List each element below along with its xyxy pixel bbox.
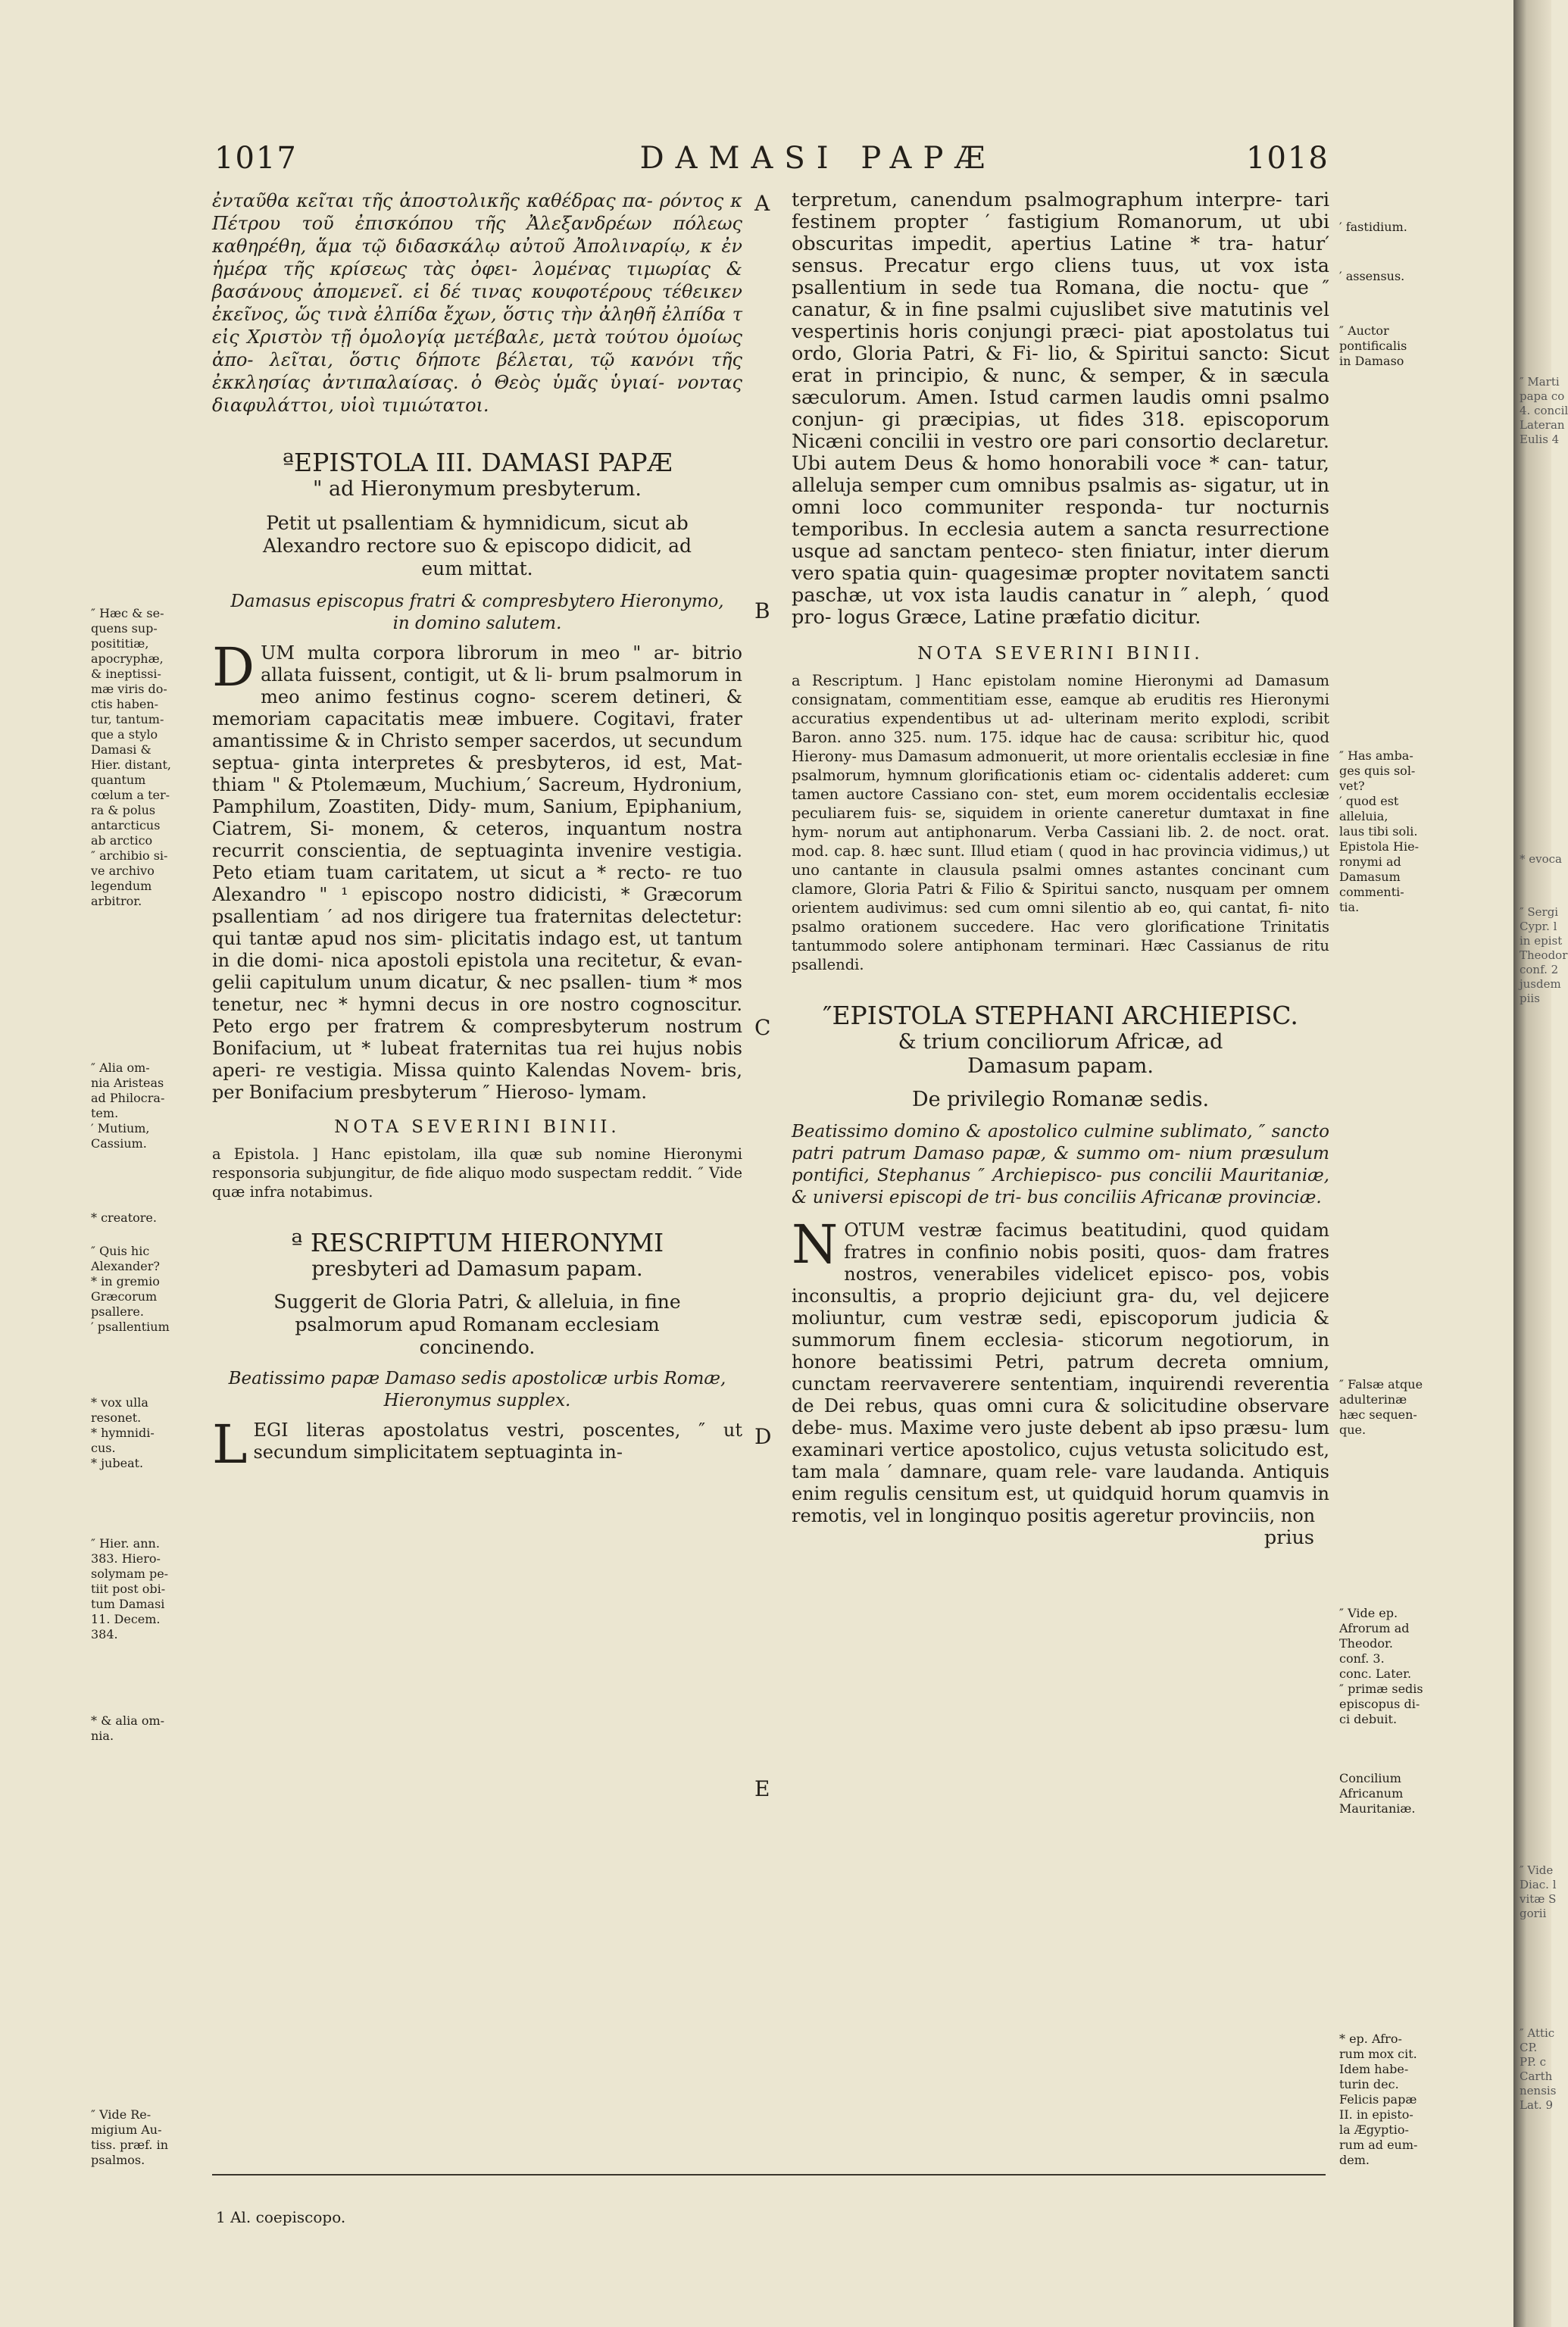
- margin-note: * creatore.: [91, 1210, 157, 1225]
- margin-note: * vox ulla resonet. * hymnidi- cus. * jubeat.: [91, 1395, 155, 1470]
- section-letter-a: A: [754, 191, 770, 216]
- margin-note: * & alia om- nia.: [91, 1713, 165, 1743]
- epistola-stephani-salutation: Beatissimo domino & apostolico culmine sublimato, ″ sancto patri patrum Damaso papæ, & summo om- nium præsulum pontifici, Stephanus ″ Archiepisco- pus concilii Mauritaniæ, & universi episcopi de tri- bus conciliis Africanæ provinciæ.: [792, 1122, 1329, 1207]
- epistola-iii-title: ªEPISTOLA III. DAMASI PAPÆ: [282, 448, 673, 477]
- margin-note: ″ Quis hic Alexander? * in gremio Græcorum psallere. ′ psallentium: [91, 1244, 170, 1334]
- margin-note: ″ Has amba- ges quis sol- vet? ′ quod est alleluia, laus tibi soli. Epistola Hie- ronymi ad Damasum commenti- tia.: [1339, 748, 1419, 914]
- footnote: 1 Al. coepiscopo.: [216, 2208, 346, 2226]
- rescriptum-summary: Suggerit de Gloria Patri, & alleluia, in fine psalmorum apud Romanam ecclesiam concinendo.: [273, 1291, 681, 1358]
- left-column: [212, 189, 742, 1476]
- section-letter-c: C: [754, 1015, 771, 1040]
- rescriptum-title: ª RESCRIPTUM HIERONYMI: [290, 1228, 664, 1257]
- drop-cap: N: [792, 1213, 839, 1276]
- margin-note: ″ Auctor pontificalis in Damaso: [1339, 323, 1407, 368]
- adjacent-margin-note: ″ Vide Diac. l vitæ S gorii: [1520, 1863, 1557, 1920]
- epistola-iii-subtitle: " ad Hieronymum presbyterum.: [313, 477, 642, 501]
- footnote-rule: [212, 2174, 1326, 2176]
- rescriptum-subtitle: presbyteri ad Damasum papam.: [311, 1257, 643, 1281]
- section-letter-d: D: [754, 1424, 772, 1449]
- rescriptum-salutation: Beatissimo papæ Damaso sedis apostolicæ urbis Romæ, Hieronymus supplex.: [228, 1369, 726, 1410]
- epistola-iii-salutation: Damasus episcopus fratri & compresbytero Hieronymo, in domino salutem.: [230, 592, 724, 633]
- running-title: DAMASI PAPÆ: [639, 141, 997, 176]
- catchword: prius: [1263, 1526, 1314, 1549]
- epistola-stephani-title: ″EPISTOLA STEPHANI ARCHIEPISC.: [823, 1001, 1298, 1030]
- nota-binii-text: a Epistola. ] Hanc epistolam, illa quæ sub nomine Hieronymi responsoria subjungitur, de fide aliquo modo suspectam reddit. ″ Vide quæ infra notabimus.: [212, 1145, 742, 1201]
- margin-note: Concilium Africanum Mauritaniæ.: [1339, 1771, 1416, 1816]
- margin-note: * ep. Afro- rum mox cit. Idem habe- turin dec. Felicis papæ II. in episto- la Ægyptio- rum ad eum- dem.: [1339, 2032, 1418, 2167]
- epistola-iii-summary: Petit ut psallentiam & hymnidicum, sicut ab Alexandro rectore suo & episcopo didicit, ad eum mittat.: [262, 512, 692, 579]
- margin-note: ″ Falsæ atque adulterinæ hæc sequen- que.: [1339, 1377, 1423, 1437]
- margin-note: ′ fastidium.: [1339, 220, 1407, 234]
- drop-cap: L: [212, 1413, 248, 1476]
- nota-binii-heading: NOTA SEVERINI BINII.: [334, 1117, 620, 1137]
- adjacent-margin-note: ″ Attic CP. PP. c Carth nensis Lat. 9: [1520, 2026, 1557, 2112]
- margin-note: ′ assensus.: [1339, 269, 1405, 283]
- nota-binii-text: a Rescriptum. ] Hanc epistolam nomine Hieronymi ad Damasum consignatam, commentitiam esse, eamque ab eruditis res Hieronymi accuratius expendentibus ut ad- ulterinam merito explodi, scribit Baron. anno 325. num. 175. idque hac de causa: scribitur hic, quod Hierony- mus Damasum admonuerit, ut more orientalis ecclesiæ in fine psalmorum, hymnum glorificationis etiam oc- cidentalis adderet: cum tamen auctore Cassiano con- stet, eum morem occidentalis ecclesiæ peculiarem fuis- se, siquidem in oriente caneretur dumtaxat in fine hym- norum aut antiphonarum. Verba Cassiani lib. 2. de noct. orat. mod. cap. 8. hæc sunt. Illud etiam ( quod in hac provincia vidimus,) ut uno cantante in clausula psalmi omnes astantes concinant cum clamore, Gloria Patri & Filio & Spiritui sancto, nusquam per omnem orientem audivimus: sed cum omni silentio ab eo, qui cantat, fi- nito psalmo orationem succedere. Hac vero glorificatione Trinitatis tantummodo solere antiphonam terminari. Hæc Cassianus de ritu psallendi.: [792, 672, 1329, 973]
- margin-note: ″ Hier. ann. 383. Hiero- solymam pe- tiit post obi- tum Damasi 11. Decem. 384.: [91, 1536, 169, 1641]
- margin-note: ″ Alia om- nia Aristeas ad Philocra- tem. ′ Mutium, Cassium.: [91, 1060, 165, 1151]
- page-number-left: 1017: [214, 141, 298, 176]
- margin-note: ″ Vide Re- migium Au- tiss. præf. in psalmos.: [91, 2107, 169, 2167]
- margin-note: ″ Hæc & se- quens sup- posititiæ, apocryphæ, & ineptissi- mæ viris do- ctis haben- tur, tantum- que a stylo Damasi & Hier. distant, quantum cœlum a ter- ra & polus antarcticus ab arctico ″ archibio si- ve archivo legendum arbitror.: [91, 606, 171, 908]
- rescriptum-text-continued: terpretum, canendum psalmographum interpre- tari festinem propter ′ fastigium Romanorum, ut ubi obscuritas impedit, apertius Latine * tra- hatur′ sensus. Precatur ergo cliens tuus, ut vox ista psallentium in sede tua Romana, die noctu- que ″ canatur, & in fine psalmi cujuslibet sive matutinis vel vespertinis horis conjungi præci- piat apostolatus tui ordo, Gloria Patri, & Fi- lio, & Spiritui sancto: Sicut erat in principio, & nunc, & semper, & in sæcula sæculorum. Amen. Istud carmen laudis omni psalmo conjun- gi præcipias, ut fides 318. episcoporum Nicæni concilii in vestro ore pari consortio declaretur. Ubi autem Deus & homo honorabili voce * can- tatur, alleluja semper cum omnibus psalmis as- sigatur, ut in omni loco communiter responda- tur nocturnis temporibus. In ecclesia autem a sancta resurrectione usque ad sanctam penteco- sten finiatur, inter dierum vero spatia quin- quagesimæ propter novitatem sancti paschæ, ut vox ista laudis canatur in ″ aleph, ′ quod pro- logus Græce, Latine præfatio dicitur.: [792, 189, 1329, 629]
- nota-binii-heading: NOTA SEVERINI BINII.: [917, 644, 1204, 664]
- section-letter-e: E: [754, 1776, 770, 1801]
- rescriptum-text: EGI literas apostolatus vestri, poscentes, ″ ut secundum simplicitatem septuaginta in-: [253, 1420, 742, 1463]
- epistola-iii-text: UM multa corpora librorum in meo " ar- bitrio allata fuissent, contigit, ut & li- brum psalmorum in meo animo festinus cogno- scerem detineri, & memoriam capacitatis meæ imbuere. Cogitavi, frater amantissime & in Christo semper sacerdos, ut secundum septua- ginta interpretes & presbyteros, id est, Mat- thiam " & Ptolemæum, Muchium,′ Sacreum, Hydronium, Pamphilum, Zoastiten, Didy- mum, Sanium, Epiphanium, Ciatrem, Si- monem, & ceteros, inquantum nostra recurrit conscientia, de septuaginta invenire vestigia. Peto etiam tuam caritatem, ut sicut a * recto- re tuo Alexandro " ¹ episcopo nostro didicisti, * Græcorum psallentiam ′ ad nos dirigere tua fraternitas delectetur: qui tantæ apud nos sim- plicitatis indago est, ut tantum in die domi- nica apostoli epistola una recitetur, & evan- gelii capitulum unum dicatur, & nec psallen- tium * mos tenetur, nec * hymni decus in ore nostro cognoscitur. Peto ergo per fratrem & compresbyterum nostrum Bonifacium, ut * lubeat fraternitas tua rei hujus nobis aperi- re vestigia. Missa quinto Kalendas Novem- bris, per Bonifacium presbyterum ″ Hieroso- lymam.: [212, 642, 742, 1103]
- epistola-stephani-summary: De privilegio Romanæ sedis.: [911, 1088, 1210, 1111]
- adjacent-page-edge: [1513, 0, 1551, 2327]
- adjacent-margin-note: ″ Marti papa co 4. concil Lateran Eulis 4: [1520, 375, 1568, 446]
- margin-note: ″ Vide ep. Afrorum ad Theodor. conf. 3. conc. Later. ″ primæ sedis episcopus di- ci debuit.: [1339, 1606, 1423, 1726]
- epistola-stephani-subtitle: Damasum papam.: [967, 1054, 1154, 1078]
- page-number-right: 1018: [1246, 141, 1329, 176]
- epistola-stephani-text: OTUM vestræ facimus beatitudini, quod quidam fratres in confinio nobis positi, quos- dam fratres nostros, venerabiles videlicet episco- pos, vobis inconsultis, a proprio dejiciunt gra- du, vel dejicere moliuntur, cum vestræ sedi, episcoporum judicia & summorum finem ecclesia- sticorum negotiorum, in honore beatissimi Petri, patrum decreta omnium, cunctam reervaverere sententiam, inquirendi reverentia de Dei rebus, quas omni cura & solicitudine observare debe- mus. Maxime vero juste debent ab ipso præsu- lum examinari vertice apostolico, cujus vetusta solicitudo est, tam mala ′ damnare, quam rele- vare laudanda. Antiquis enim regulis censitum est, ut quidquid horum quamvis in remotis, vel in longinquo positis ageretur provinciis, non: [792, 1220, 1329, 1526]
- adjacent-margin-note: * evoca: [1520, 852, 1562, 866]
- section-letter-b: B: [754, 598, 770, 623]
- epistola-stephani-subtitle: & trium conciliorum Africæ, ad: [898, 1030, 1223, 1054]
- adjacent-margin-note: ″ Sergi Cypr. l in epist Theodor conf. 2 jusdem piis: [1520, 905, 1568, 1005]
- right-column: [792, 189, 1329, 1549]
- drop-cap: D: [212, 636, 255, 698]
- greek-text: ἐνταῦθα κεῖται τῆς ἀποστολικῆς καθέδρας πα- ρόντος κ Πέτρου τοῦ ἐπισκόπου τῆς Ἀλεξανδρέων πόλεως καθηρέθη, ἅμα τῷ διδασκάλῳ αὐτοῦ Ἀπολιναρίῳ, κ ἐν ἡμέρα τῆς κρίσεως τὰς ὀφει- λομένας τιμωρίας & βασάνους ἀπομενεῖ. εἰ δέ τινας κουφοτέρους τέθεικεν ἐκεῖνος, ὥς τινὰ ἐλπίδα ἔχων, ὅστις τὴν ἀληθῆ ἐλπίδα τ εἰς Χριστὸν τῇ ὁμολογίᾳ μετέβαλε, μετὰ τούτου ὁμοίως ἀπο- λεῖται, ὅστις δήποτε βέλεται, τῷ κανόνι τῆς ἐκκλησίας ἀντιπαλαίσας. ὁ Θεὸς ὑμᾶς ὑγιαί- νοντας διαφυλάττοι, υἱοὶ τιμιώτατοι.: [212, 190, 742, 416]
